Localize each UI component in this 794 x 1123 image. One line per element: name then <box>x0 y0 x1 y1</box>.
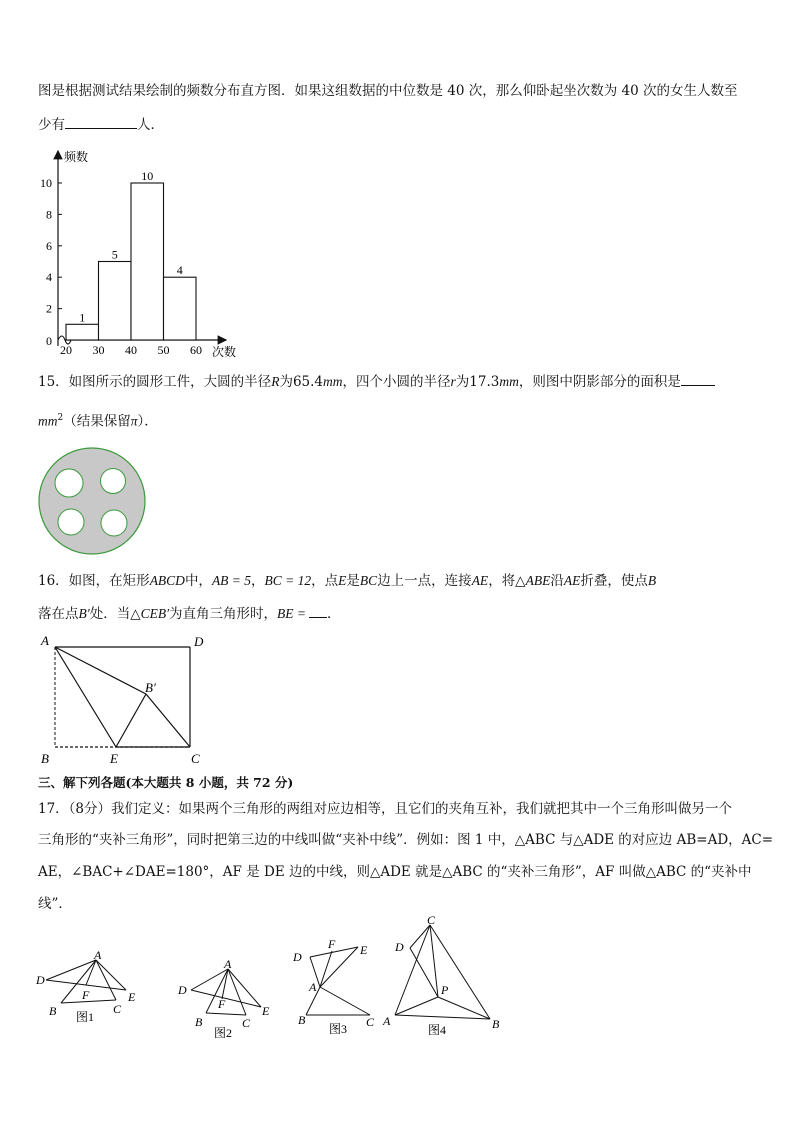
fig3-label-E: E <box>360 943 368 957</box>
x-tick-label: 40 <box>125 343 137 357</box>
q14-line2 <box>38 114 164 135</box>
q16-t1: 16．如图，在矩形 <box>38 573 150 589</box>
fig4-caption: 图4 <box>428 1023 447 1037</box>
label-A: A <box>41 633 49 648</box>
q16-AB-eq: AB = 5 <box>211 573 252 588</box>
fig3-label-A: A <box>309 980 317 994</box>
y-tick-label: 6 <box>46 238 52 253</box>
x-tick-label: 20 <box>60 343 72 357</box>
fig2-caption: 图2 <box>214 1026 233 1040</box>
q16-rectangle-figure <box>38 632 218 767</box>
q16-E: E <box>338 573 347 588</box>
q16-BC-eq: BC = 12 <box>264 573 312 588</box>
fig4-label-A: A <box>383 1014 391 1028</box>
bar-value-label: 5 <box>111 247 118 262</box>
q15-text-c: ，四个小圆的半径 <box>342 374 451 390</box>
q16-line1 <box>38 571 656 591</box>
bar <box>131 183 164 340</box>
label-B: B <box>41 751 49 766</box>
q16-t7: ，将△ <box>488 573 526 589</box>
bar <box>164 277 197 340</box>
fig4-label-C: C <box>427 913 436 927</box>
small-circle-2 <box>101 469 126 494</box>
fig3-caption: 图3 <box>329 1022 348 1036</box>
q14-line2-post: 人． <box>137 117 164 133</box>
q15-unit-1: mm <box>323 374 343 389</box>
label-Bp: B′ <box>145 680 156 695</box>
q16-t13: ． <box>327 606 341 622</box>
fig4-label-D: D <box>395 940 404 954</box>
q15-unit-3: mm <box>38 413 58 429</box>
q15-text-b: 为 <box>279 374 293 390</box>
q16-Bp: B′ <box>78 606 90 621</box>
q16-t4: ，点 <box>311 573 339 589</box>
fig2-label-C: C <box>242 1016 251 1030</box>
fig2-label-F: F <box>218 997 226 1011</box>
y-axis-label: 频数 <box>64 150 89 164</box>
q15-unit-2: mm <box>499 374 519 389</box>
fig3-label-B: B <box>298 1013 306 1027</box>
edge-AE <box>55 647 116 747</box>
q14-line2-pre: 少有 <box>38 117 65 133</box>
bar <box>99 262 132 341</box>
q17-line1 <box>38 799 732 819</box>
big-circle <box>39 448 145 554</box>
q16-CEBp: CEB′ <box>140 606 170 621</box>
q15-text-e: ，则图中阴影部分的面积是 <box>518 374 681 390</box>
q15-text-d: 为 <box>455 374 470 390</box>
q15-circle-figure <box>37 446 147 556</box>
x-tick-label: 50 <box>157 343 170 357</box>
fig1-caption: 图1 <box>76 1010 95 1024</box>
q16-t8: 沿 <box>550 573 564 589</box>
y-tick-label: 4 <box>46 270 52 285</box>
q17-line3-text: AE，∠BAC+∠DAE=180°，AF 是 DE 边的中线，则△ADE 就是△ABC 的“夹补三角形”，AF 叫做△ABC 的“夹补中 <box>38 864 752 880</box>
q16-t12: 为直角三角形时， <box>169 606 278 622</box>
q15-line2 <box>38 408 158 432</box>
answer-blank-14[interactable] <box>65 114 137 129</box>
small-circle-1 <box>55 469 83 497</box>
label-C: C <box>191 751 200 766</box>
q17-line3 <box>38 862 752 882</box>
q17-line2 <box>38 830 773 850</box>
fig3-label-F: F <box>328 937 336 951</box>
q16-AE: AE <box>471 573 489 588</box>
answer-blank-15[interactable] <box>681 371 715 386</box>
edge-BpE <box>116 694 146 747</box>
x-tick-label: 60 <box>190 343 202 357</box>
q17-figure-1 <box>36 945 146 1025</box>
q15-r-symbol: r <box>450 374 456 389</box>
q16-BC: BC <box>359 573 378 588</box>
answer-blank-16[interactable] <box>309 603 327 618</box>
bar-value-label: 10 <box>141 169 154 183</box>
q14-line1 <box>38 81 738 101</box>
section-3-heading <box>38 773 293 793</box>
x-tick-label: 30 <box>92 343 105 357</box>
small-circle-4 <box>101 510 127 536</box>
q16-t3: ， <box>251 573 265 589</box>
q16-ABE: ABE <box>525 573 551 588</box>
q16-t6: 边上一点，连接 <box>377 573 472 589</box>
q16-B: B <box>647 573 657 588</box>
q15-r-value: 17.3 <box>469 374 500 390</box>
histogram-chart <box>28 143 268 358</box>
q16-AE2: AE <box>563 573 581 588</box>
q15-text-f: （结果保留 <box>63 413 131 430</box>
q15-R-symbol: R <box>271 374 280 389</box>
fig3-label-C: C <box>366 1015 375 1029</box>
fig1-label-C: C <box>113 1002 122 1016</box>
q17-figure-3 <box>288 935 388 1035</box>
q15-text-a: 15．如图所示的圆形工件，大圆的半径 <box>38 374 272 390</box>
fig1-label-F: F <box>82 988 90 1002</box>
q16-BE-eq: BE = <box>277 606 307 621</box>
q15-exponent: 2 <box>57 413 64 423</box>
label-E: E <box>110 751 118 766</box>
q14-line1-text: 图是根据测试结果绘制的频数分布直方图．如果这组数据的中位数是 40 次，那么仰卧起坐次数为 40 次的女生人数至 <box>38 83 738 99</box>
fig1-label-B: B <box>49 1004 57 1018</box>
section-3-text: 三、解下列各题(本大题共 8 小题，共 72 分) <box>38 775 294 790</box>
q17-figure-4 <box>380 913 510 1038</box>
q15-pi: π <box>130 413 138 429</box>
bar <box>66 324 99 340</box>
q16-t9: 折叠，使点 <box>580 573 648 589</box>
fig2-label-D: D <box>178 983 187 997</box>
fig3-label-D: D <box>293 950 302 964</box>
fig1-label-E: E <box>128 990 136 1004</box>
fig2-label-B: B <box>195 1015 203 1029</box>
fig4-label-B: B <box>492 1017 500 1031</box>
fig2-label-A: A <box>224 957 232 971</box>
fig1-label-A: A <box>94 948 102 962</box>
label-D: D <box>194 634 204 649</box>
q16-t11: 处．当△ <box>89 606 141 622</box>
x-axis-label: 次数 <box>212 345 237 359</box>
q15-text-g: ）． <box>137 413 158 430</box>
y-tick-label: 0 <box>46 334 52 348</box>
q17-line4 <box>38 894 72 914</box>
fig4-label-P: P <box>441 983 449 997</box>
q16-ABCD: ABCD <box>149 573 185 588</box>
q16-line2 <box>38 603 341 624</box>
small-circle-3 <box>58 509 84 535</box>
q16-t5: 是 <box>346 573 360 589</box>
bar-value-label: 1 <box>79 310 86 325</box>
q17-line4-text: 线”． <box>38 896 72 912</box>
y-tick-label: 2 <box>46 301 52 316</box>
q17-figure-2 <box>176 955 286 1040</box>
bar-value-label: 4 <box>176 263 183 278</box>
q16-t10: 落在点 <box>38 606 79 622</box>
q15-R-value: 65.4 <box>292 374 323 390</box>
fig2-label-E: E <box>262 1004 270 1018</box>
q17-line2-text: 三角形的“夹补三角形”，同时把第三边的中线叫做“夹补中线”．例如：图 1 中，△ABC 与△ADE 的对应边 AB=AD，AC= <box>38 832 774 848</box>
edge-BpC <box>146 694 190 747</box>
q15-line1 <box>38 371 715 392</box>
q16-t2: 中， <box>184 573 212 589</box>
y-tick-label: 10 <box>40 176 52 190</box>
fig1-label-D: D <box>36 973 45 987</box>
q17-line1-text: 17．（8分）我们定义：如果两个三角形的两组对应边相等，且它们的夹角互补，我们就把其中一个三角形叫做另一个 <box>38 801 733 817</box>
y-tick-label: 8 <box>46 207 52 222</box>
